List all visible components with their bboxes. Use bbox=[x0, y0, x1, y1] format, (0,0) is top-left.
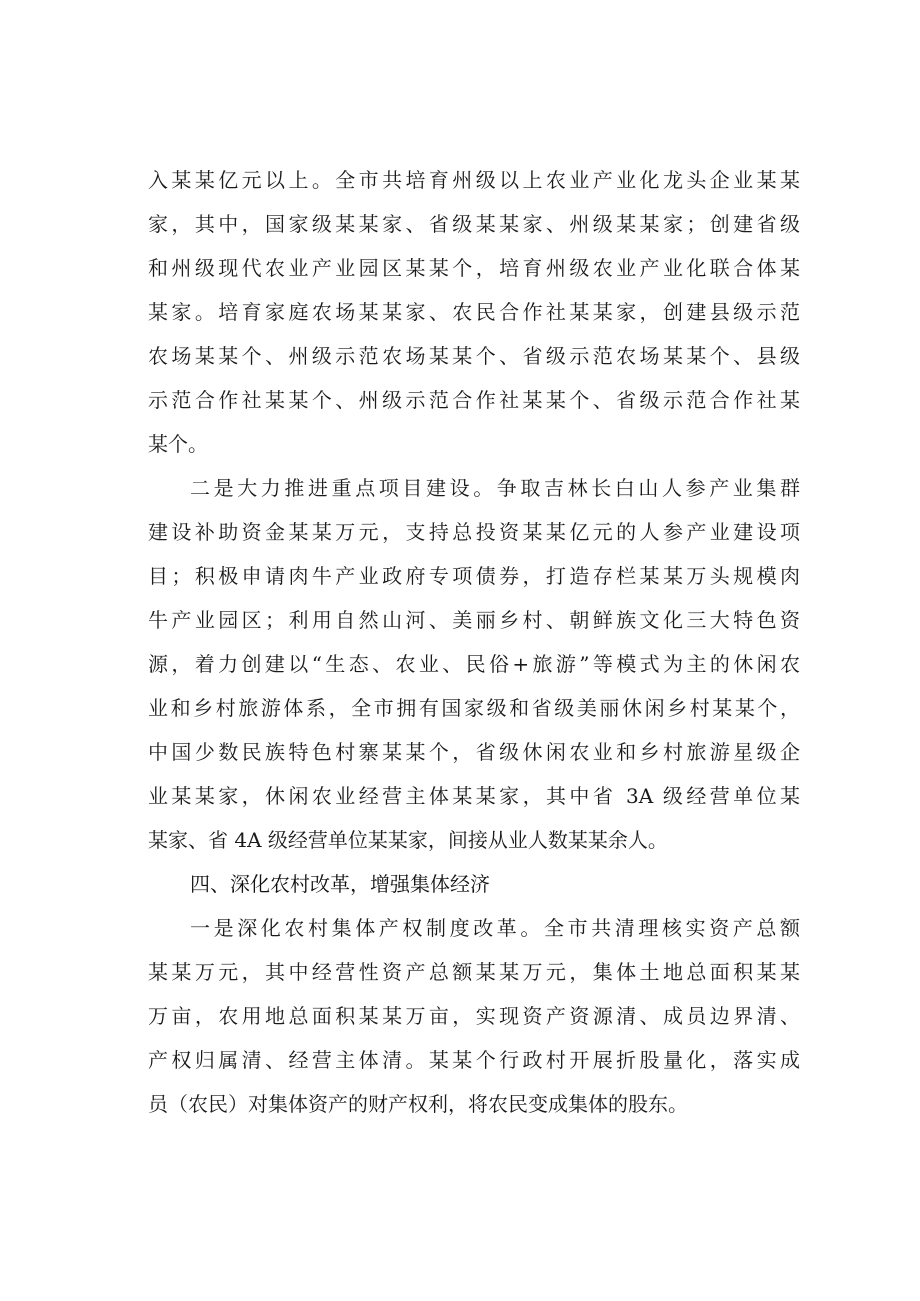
section-heading: 四、深化农村改革，增强集体经济 bbox=[190, 872, 490, 896]
paragraph-line: 牛产业园区；利用自然山河、美丽乡村、朝鲜族文化三大特色资 bbox=[148, 608, 800, 632]
paragraph-line: 产权归属清、经营主体清。某某个行政村开展折股量化，落实成 bbox=[148, 1048, 800, 1072]
paragraph-line: 某个。 bbox=[148, 432, 208, 456]
paragraph-agri-enterprises bbox=[148, 158, 800, 466]
paragraph-line: 某某万元，其中经营性资产总额某某万元，集体土地总面积某某 bbox=[148, 960, 800, 984]
paragraph-line: 某家、省 4A 级经营单位某某家，间接从业人数某某余人。 bbox=[148, 828, 668, 852]
paragraph-line: 二是大力推进重点项目建设。争取吉林长白山人参产业集群 bbox=[190, 476, 800, 500]
paragraph-line: 业和乡村旅游体系，全市拥有国家级和省级美丽休闲乡村某某个， bbox=[148, 696, 800, 720]
paragraph-line: 农场某某个、州级示范农场某某个、省级示范农场某某个、县级 bbox=[148, 344, 800, 368]
paragraph-line: 员（农民）对集体资产的财产权利，将农民变成集体的股东。 bbox=[148, 1092, 688, 1116]
paragraph-line: 和州级现代农业产业园区某某个，培育州级农业产业化联合体某 bbox=[148, 256, 800, 280]
paragraph-line: 家，其中，国家级某某家、省级某某家、州级某某家；创建省级 bbox=[148, 212, 800, 236]
paragraph-line: 建设补助资金某某万元，支持总投资某某亿元的人参产业建设项 bbox=[148, 520, 800, 544]
paragraph-line: 业某某家，休闲农业经营主体某某家，其中省 3A 级经营单位某 bbox=[148, 784, 800, 808]
paragraph-line: 目；积极申请肉牛产业政府专项债券，打造存栏某某万头规模肉 bbox=[148, 564, 800, 588]
paragraph-collective-reform bbox=[148, 906, 800, 1126]
paragraph-line: 一是深化农村集体产权制度改革。全市共清理核实资产总额 bbox=[190, 916, 800, 940]
paragraph-line: 示范合作社某某个、州级示范合作社某某个、省级示范合作社某 bbox=[148, 388, 800, 412]
paragraph-line: 源，着力创建以“生态、农业、民俗+旅游”等模式为主的休闲农 bbox=[148, 652, 800, 676]
paragraph-key-projects bbox=[148, 466, 800, 862]
paragraph-line: 万亩，农用地总面积某某万亩，实现资产资源清、成员边界清、 bbox=[148, 1004, 800, 1028]
paragraph-line: 入某某亿元以上。全市共培育州级以上农业产业化龙头企业某某 bbox=[148, 168, 800, 192]
paragraph-line: 某家。培育家庭农场某某家、农民合作社某某家，创建县级示范 bbox=[148, 300, 800, 324]
paragraph-line: 中国少数民族特色村寨某某个，省级休闲农业和乡村旅游星级企 bbox=[148, 740, 800, 764]
